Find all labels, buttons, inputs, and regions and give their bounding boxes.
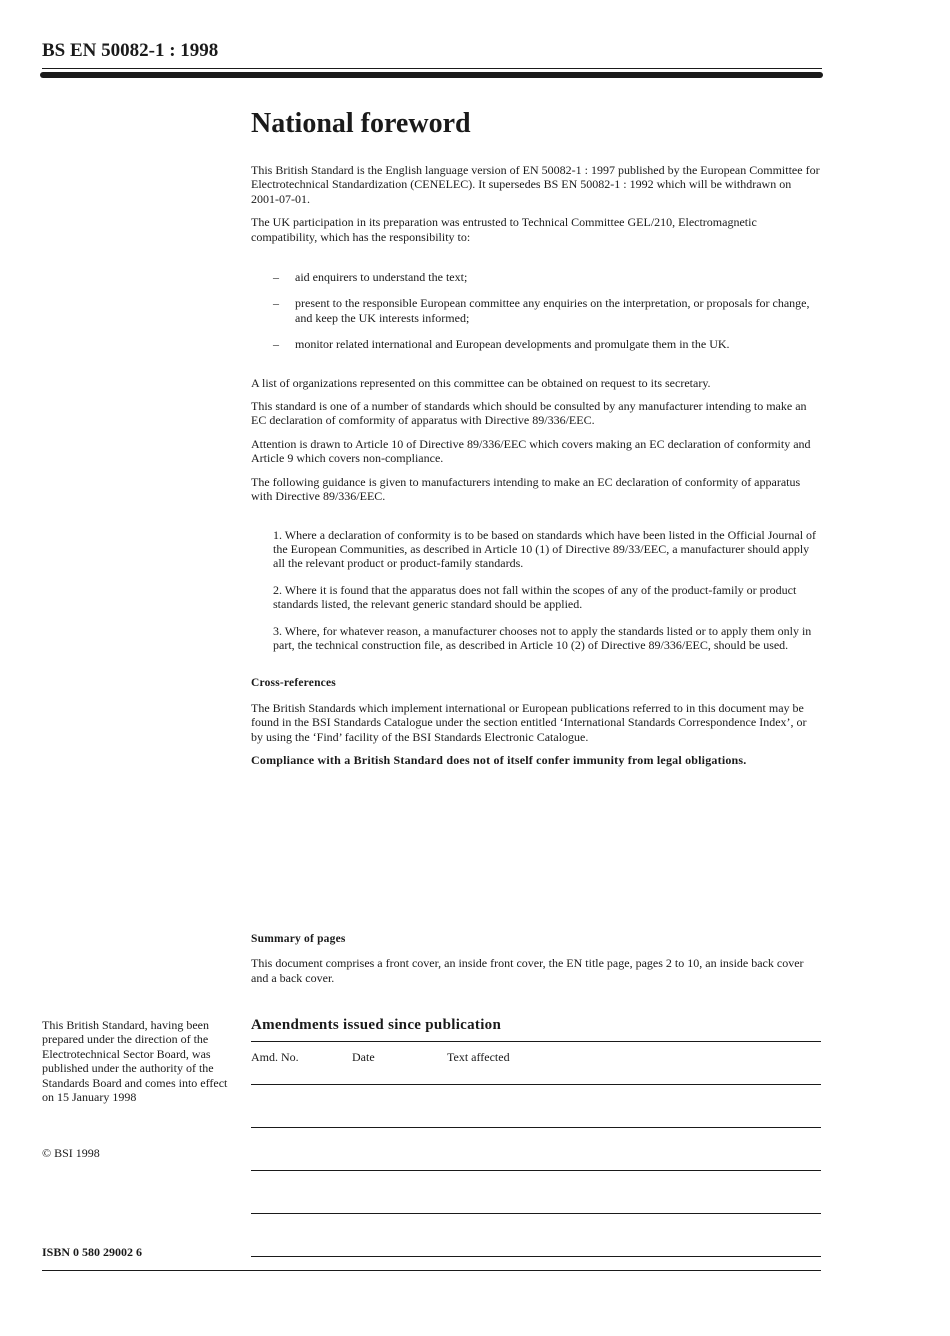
list-item-text: aid enquirers to understand the text; (295, 270, 468, 285)
header-thick-rule (40, 72, 823, 78)
dash-bullet: – (273, 270, 279, 285)
publication-note: This British Standard, having been prepared under the direction of the Electrotechnical Sector Board, was published under the authority of the Standards Board and comes into effect on 15 January 1998 (42, 1018, 228, 1105)
summary-of-pages (251, 932, 821, 985)
intro-paragraph: This British Standard is the English language version of EN 50082-1 : 1997 published by the European Committee for Electrotechnical Standardization (CENELEC). It supersedes BS EN 50082-1 : 1992 which will be withdrawn on 2001-07-01. (251, 163, 820, 206)
cross-references-heading: Cross-references (251, 677, 336, 690)
responsibility-list (251, 270, 821, 352)
table-row (251, 1128, 821, 1171)
table-row (251, 1214, 821, 1257)
list-item (273, 270, 821, 284)
page-title: National foreword (251, 108, 471, 139)
summary-heading: Summary of pages (251, 933, 346, 945)
guidance-item: 2. Where it is found that the apparatus does not fall within the scopes of any of the product-family or product standards listed, the relevant generic standard should be applied. (273, 582, 797, 612)
isbn: ISBN 0 580 29002 6 (42, 1245, 143, 1259)
copyright: © BSI 1998 (42, 1146, 100, 1160)
document-code: BS EN 50082-1 : 1998 (42, 40, 219, 61)
header-thin-rule (42, 68, 822, 69)
cross-references-text: The British Standards which implement international or European publications referred to in this document may be found in the BSI Standards Catalogue under the section entitled ‘International Standards Correspondence Index’, or by using the ‘Find’ facility of the BSI Standards Electronic Catalogue. (251, 700, 807, 744)
amendments-title: Amendments issued since publication (251, 1017, 502, 1033)
list-item (273, 337, 821, 351)
column-header-date: Date (352, 1050, 375, 1064)
list-item-text: present to the responsible European committee any enquiries on the interpretation, or proposals for change, and keep the UK interests informed; (295, 296, 810, 325)
compliance-note: Compliance with a British Standard does not of itself confer immunity from legal obligations. (251, 752, 747, 767)
summary-text: This document comprises a front cover, an inside front cover, the EN title page, pages 2 to 10, an inside back cover and a back cover. (251, 956, 804, 985)
body-paragraph: A list of organizations represented on this committee can be obtained on request to its secretary. (251, 375, 711, 390)
intro-paragraph: The UK participation in its preparation was entrusted to Technical Committee GEL/210, Electromagnetic compatibility, which has the responsibility to: (251, 215, 757, 244)
dash-bullet: – (273, 296, 279, 311)
guidance-list (251, 528, 821, 653)
amendments-table (251, 1041, 821, 1257)
table-header-row (251, 1042, 821, 1085)
body-paragraph: This standard is one of a number of standards which should be consulted by any manufacturer intending to make an EC declaration of comformity of apparatus with Directive 89/336/EEC. (251, 399, 807, 428)
column-header-amd-no: Amd. No. (251, 1050, 299, 1064)
dash-bullet: – (273, 337, 279, 352)
footer-rule (42, 1270, 821, 1271)
body-paragraph: Attention is drawn to Article 10 of Directive 89/336/EEC which covers making an EC declaration of conformity and Article 9 which covers non-compliance. (251, 436, 811, 466)
foreword-body (251, 163, 821, 776)
table-row (251, 1171, 821, 1214)
column-header-text-affected: Text affected (447, 1050, 510, 1064)
list-item-text: monitor related international and European developments and promulgate them in the UK. (295, 337, 730, 352)
guidance-item: 1. Where a declaration of conformity is to be based on standards which have been listed in the Official Journal of the European Communities, as described in Article 10 (1) of Directive 89/33/EEC, a manufacturer should apply all the relevant product or product-family standards. (273, 527, 817, 571)
list-item (273, 296, 821, 325)
guidance-item: 3. Where, for whatever reason, a manufacturer chooses not to apply the standards listed or to apply them only in part, the technical construction file, as described in Article 10 (2) of Directive 89/336/EEC, should be used. (273, 623, 812, 652)
body-paragraph: The following guidance is given to manufacturers intending to make an EC declaration of conformity of apparatus with Directive 89/336/EEC. (251, 474, 801, 504)
table-row (251, 1085, 821, 1128)
